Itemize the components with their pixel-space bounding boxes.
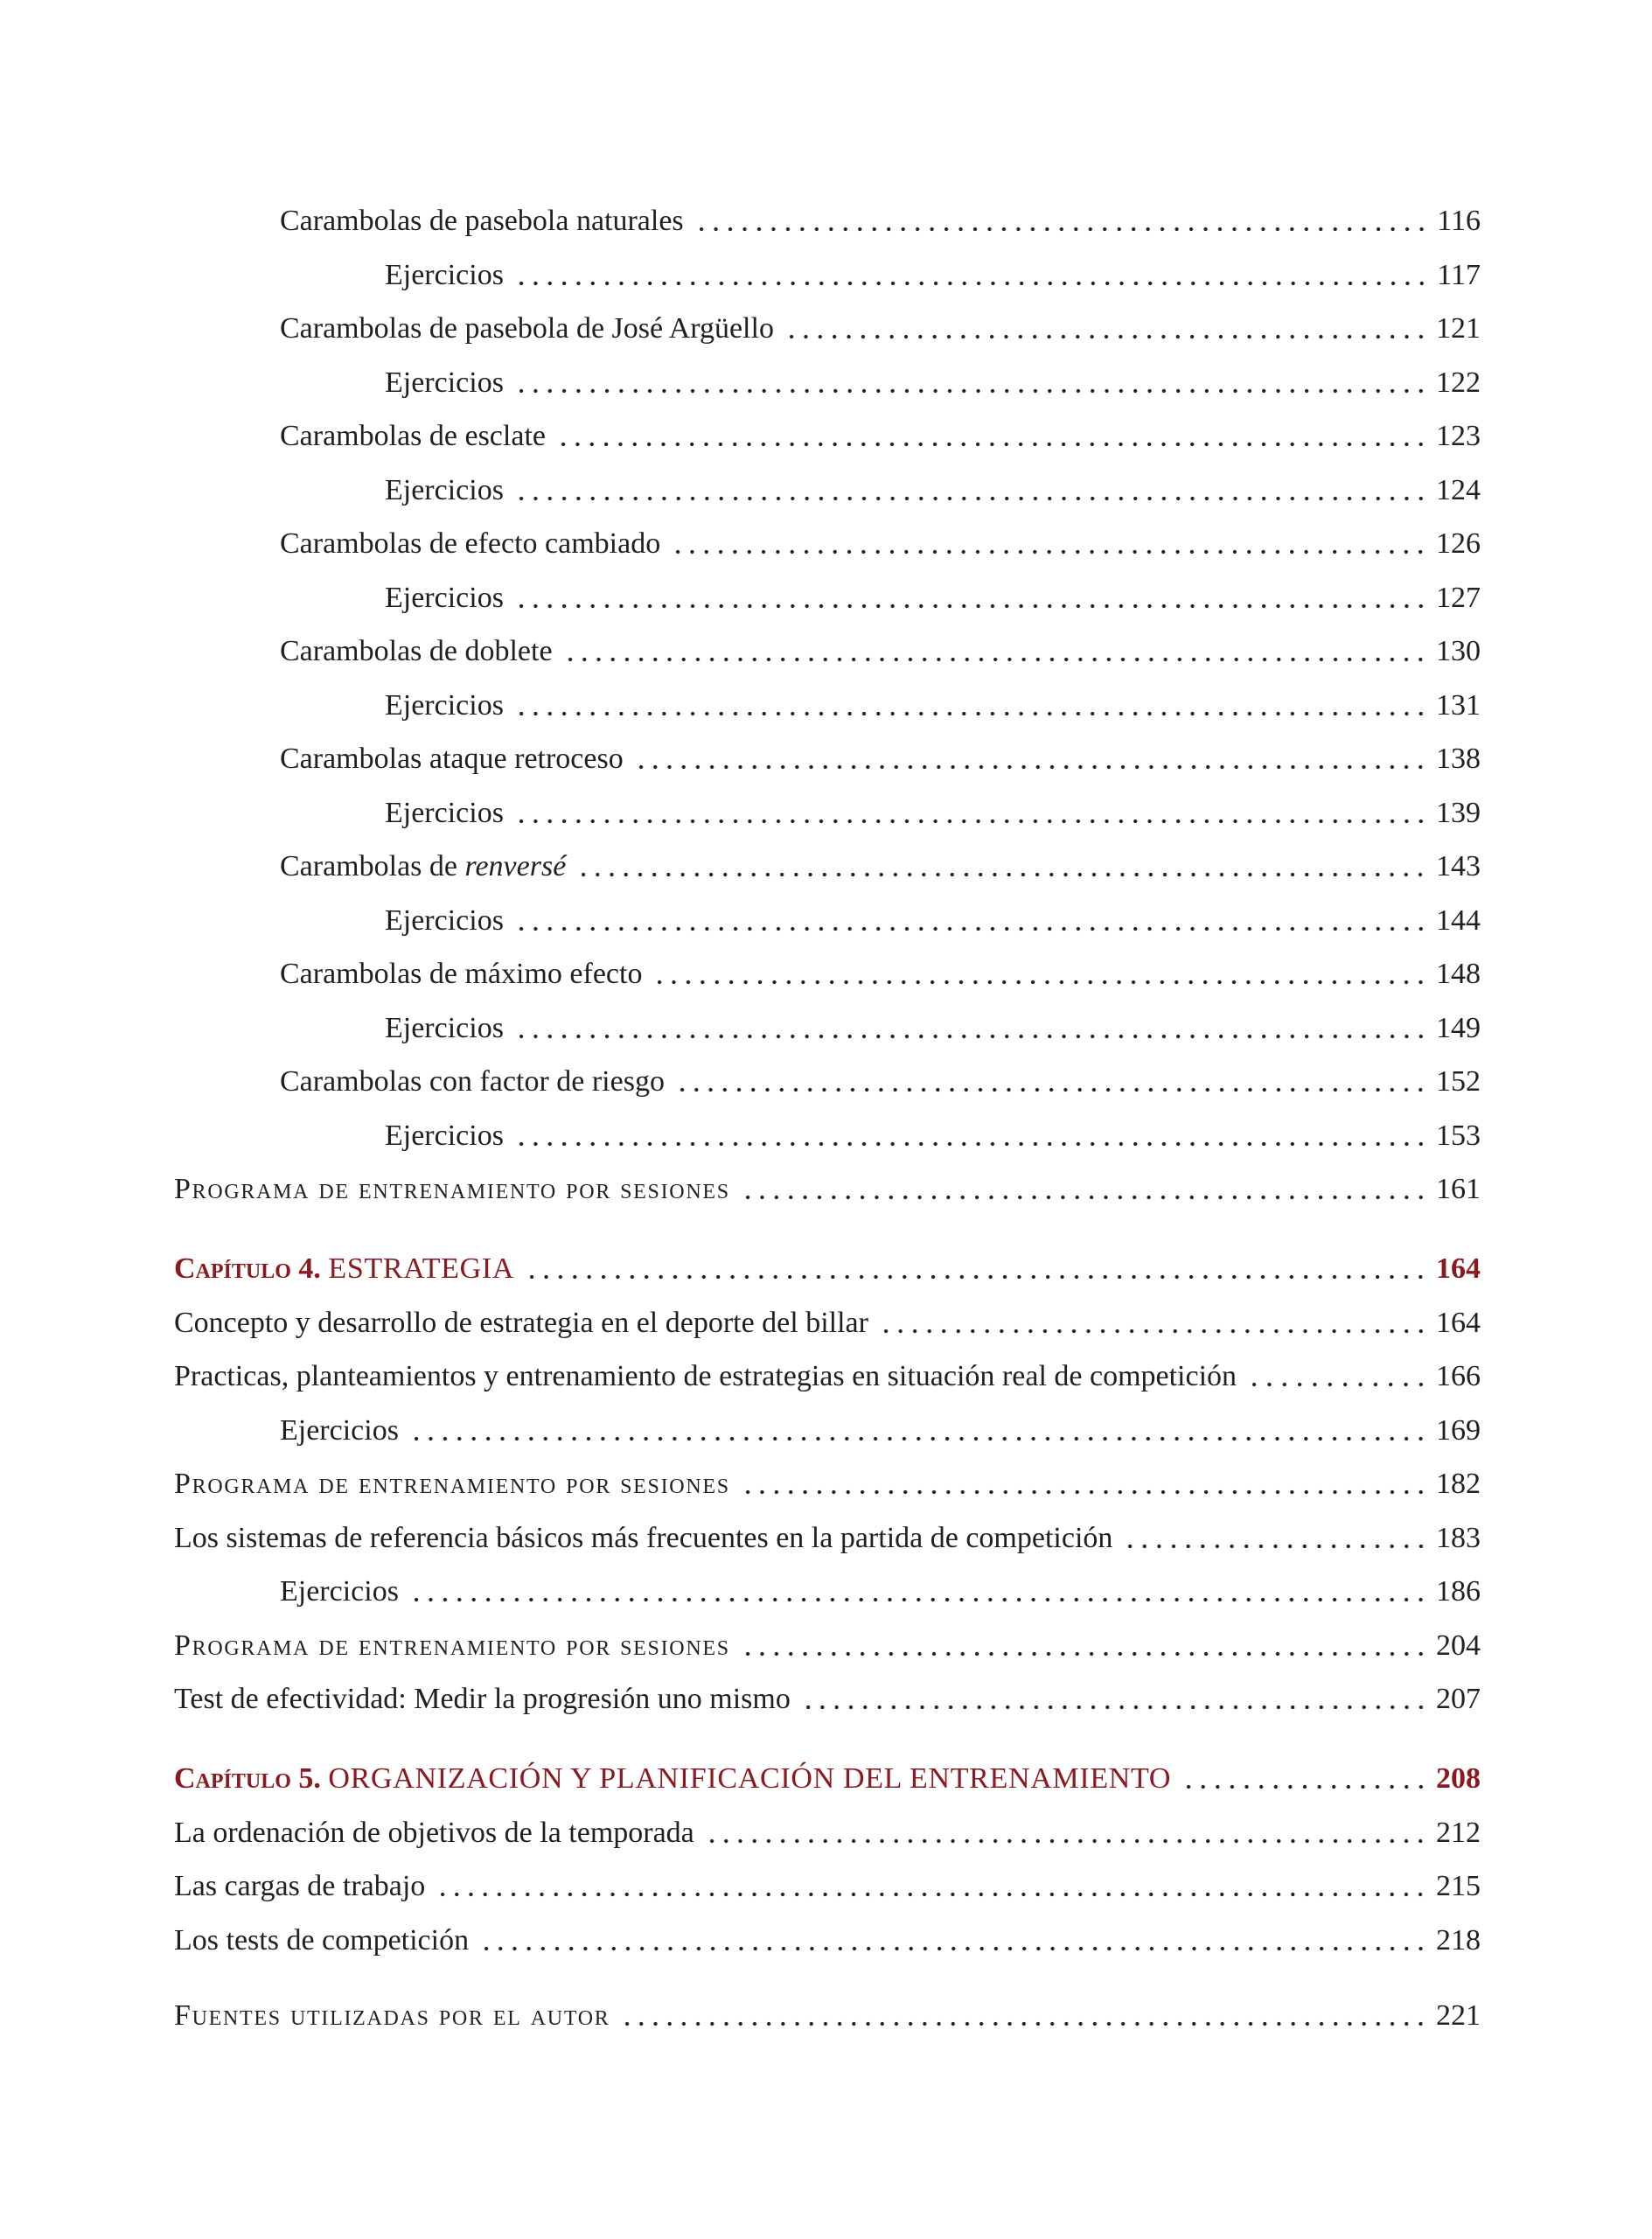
page-number: 221	[1436, 1999, 1481, 2032]
chapter-heading	[174, 1242, 1481, 1296]
page-number: 164	[1436, 1306, 1481, 1339]
page-number: 144	[1436, 903, 1481, 937]
page-number: 124	[1436, 473, 1481, 506]
toc-exercises-entry	[174, 1001, 1481, 1056]
toc-entry	[174, 194, 1481, 248]
dot-leader	[620, 1989, 1428, 2043]
dot-leader	[671, 517, 1428, 571]
toc-entry	[174, 624, 1481, 679]
page-number: 153	[1436, 1119, 1481, 1152]
toc-entry	[174, 1296, 1481, 1350]
dot-leader	[409, 1565, 1428, 1619]
dot-leader	[514, 248, 1429, 303]
entry-title: Los tests de competición	[174, 1923, 470, 1957]
page-number: 218	[1436, 1923, 1481, 1957]
toc-exercises-entry	[174, 464, 1481, 518]
dot-leader	[514, 464, 1428, 518]
dot-leader	[741, 1619, 1428, 1673]
entry-title: Carambolas de pasebola de José Argüello	[280, 312, 774, 345]
toc-entry	[174, 947, 1481, 1001]
toc-exercises-entry	[174, 356, 1481, 410]
dot-leader	[514, 1001, 1428, 1056]
toc-exercises-entry	[174, 894, 1481, 948]
toc-sources-entry	[174, 1989, 1481, 2043]
entry-title: Ejercicios	[385, 688, 504, 722]
dot-leader	[576, 840, 1428, 894]
dot-leader	[436, 1859, 1428, 1914]
dot-leader	[525, 1242, 1428, 1296]
chapter-page-number: 208	[1436, 1762, 1481, 1795]
page-number: 183	[1436, 1521, 1481, 1554]
dot-leader	[694, 194, 1430, 248]
toc-entry	[174, 840, 1481, 894]
chapter-title: ESTRATEGIA	[328, 1252, 515, 1285]
dot-leader	[1181, 1752, 1428, 1806]
entry-title: Programa de entrenamiento por sesiones	[174, 1173, 730, 1205]
dot-leader	[514, 786, 1428, 840]
toc-program-entry	[174, 1457, 1481, 1511]
entry-title: Ejercicios	[385, 903, 504, 937]
toc-exercises-entry	[174, 1109, 1481, 1163]
dot-leader	[634, 732, 1428, 786]
page-number: 212	[1436, 1816, 1481, 1849]
page-number: 117	[1437, 258, 1481, 291]
toc-exercises-entry	[174, 1565, 1481, 1619]
page-number: 215	[1436, 1870, 1481, 1902]
dot-leader	[514, 679, 1428, 733]
page-number: 126	[1436, 527, 1481, 560]
toc-entry	[174, 1511, 1481, 1566]
page-number: 149	[1436, 1011, 1481, 1044]
chapter-label: Capítulo 4.	[174, 1252, 321, 1285]
entry-title: Ejercicios	[385, 1119, 504, 1152]
dot-leader	[801, 1672, 1428, 1726]
entry-title: Programa de entrenamiento por sesiones	[174, 1468, 730, 1500]
entry-title: Concepto y desarrollo de estrategia en el deporte del billar	[174, 1306, 868, 1339]
chapter-heading-title	[174, 1242, 514, 1296]
page-number: 182	[1436, 1468, 1481, 1500]
entry-title: Ejercicios	[385, 581, 504, 614]
entry-title-text: Carambolas de	[280, 850, 457, 882]
page-number: 166	[1436, 1360, 1481, 1392]
toc-entry	[174, 1859, 1481, 1914]
toc-entry	[174, 1350, 1481, 1404]
entry-title: Carambolas de esclate	[280, 420, 546, 452]
toc-entry	[174, 302, 1481, 356]
page-number: 143	[1436, 850, 1481, 882]
page-number: 204	[1436, 1629, 1481, 1662]
entry-title: Carambolas de efecto cambiado	[280, 527, 661, 560]
toc-entry	[174, 732, 1481, 786]
dot-leader	[1247, 1350, 1428, 1404]
dot-leader	[741, 1457, 1428, 1511]
page-number: 186	[1436, 1575, 1481, 1608]
entry-title: Ejercicios	[385, 258, 504, 291]
chapter-page-number: 164	[1436, 1252, 1481, 1285]
dot-leader	[409, 1404, 1428, 1458]
dot-leader	[514, 1109, 1428, 1163]
dot-leader	[741, 1162, 1428, 1217]
entry-title: Carambolas con factor de riesgo	[280, 1065, 665, 1098]
dot-leader	[879, 1296, 1428, 1350]
dot-leader	[556, 409, 1428, 464]
page-number: 169	[1436, 1413, 1481, 1447]
page-number: 130	[1436, 635, 1481, 667]
page-number: 122	[1436, 366, 1481, 399]
dot-leader	[784, 302, 1428, 356]
table-of-contents	[174, 194, 1481, 2043]
entry-title: Programa de entrenamiento por sesiones	[174, 1629, 730, 1662]
toc-exercises-entry	[174, 571, 1481, 625]
page-number: 123	[1436, 420, 1481, 452]
entry-title-italic: renversé	[464, 850, 567, 882]
page-number: 138	[1436, 743, 1481, 775]
page-number: 127	[1436, 581, 1481, 614]
entry-title: Ejercicios	[280, 1575, 399, 1608]
page-number: 121	[1436, 312, 1481, 345]
entry-title: Test de efectividad: Medir la progresión uno mismo	[174, 1683, 791, 1715]
entry-title: Ejercicios	[385, 366, 504, 399]
page-number: 152	[1436, 1065, 1481, 1098]
entry-title: Carambolas de doblete	[280, 635, 553, 667]
dot-leader	[479, 1914, 1428, 1968]
entry-title	[280, 840, 566, 894]
toc-exercises-entry	[174, 786, 1481, 840]
entry-title: Ejercicios	[385, 473, 504, 506]
dot-leader	[514, 571, 1428, 625]
entry-title: La ordenación de objetivos de la temporada	[174, 1816, 694, 1849]
chapter-title: ORGANIZACIÓN Y PLANIFICACIÓN DEL ENTRENAMIENTO	[328, 1762, 1172, 1795]
entry-title: Practicas, planteamientos y entrenamiento de estrategias en situación real de competición	[174, 1360, 1237, 1392]
dot-leader	[675, 1055, 1428, 1109]
toc-entry	[174, 1672, 1481, 1726]
toc-entry	[174, 1914, 1481, 1968]
page-number: 139	[1436, 796, 1481, 829]
entry-title: Carambolas de pasebola naturales	[280, 205, 684, 237]
toc-entry	[174, 1806, 1481, 1860]
toc-entry	[174, 1055, 1481, 1109]
page-number: 131	[1436, 688, 1481, 722]
entry-title: Fuentes utilizadas por el autor	[174, 1999, 610, 2032]
chapter-heading	[174, 1752, 1481, 1806]
toc-entry	[174, 517, 1481, 571]
chapter-heading-title	[174, 1752, 1171, 1806]
dot-leader	[1123, 1511, 1428, 1566]
dot-leader	[705, 1806, 1428, 1860]
toc-program-entry	[174, 1162, 1481, 1217]
page-number: 207	[1436, 1683, 1481, 1715]
page-number: 116	[1437, 205, 1481, 237]
toc-exercises-entry	[174, 248, 1481, 303]
toc-entry	[174, 409, 1481, 464]
page-number: 161	[1436, 1173, 1481, 1205]
dot-leader	[514, 894, 1428, 948]
page-number: 148	[1436, 958, 1481, 990]
toc-exercises-entry	[174, 1404, 1481, 1458]
dot-leader	[514, 356, 1428, 410]
dot-leader	[563, 624, 1428, 679]
toc-exercises-entry	[174, 679, 1481, 733]
entry-title: Los sistemas de referencia básicos más frecuentes en la partida de competición	[174, 1521, 1113, 1554]
entry-title: Ejercicios	[280, 1413, 399, 1447]
dot-leader	[652, 947, 1428, 1001]
entry-title: Ejercicios	[385, 796, 504, 829]
entry-title: Ejercicios	[385, 1011, 504, 1044]
entry-title: Las cargas de trabajo	[174, 1870, 426, 1902]
entry-title: Carambolas de máximo efecto	[280, 958, 643, 990]
chapter-label: Capítulo 5.	[174, 1762, 321, 1795]
toc-program-entry	[174, 1619, 1481, 1673]
entry-title: Carambolas ataque retroceso	[280, 743, 624, 775]
